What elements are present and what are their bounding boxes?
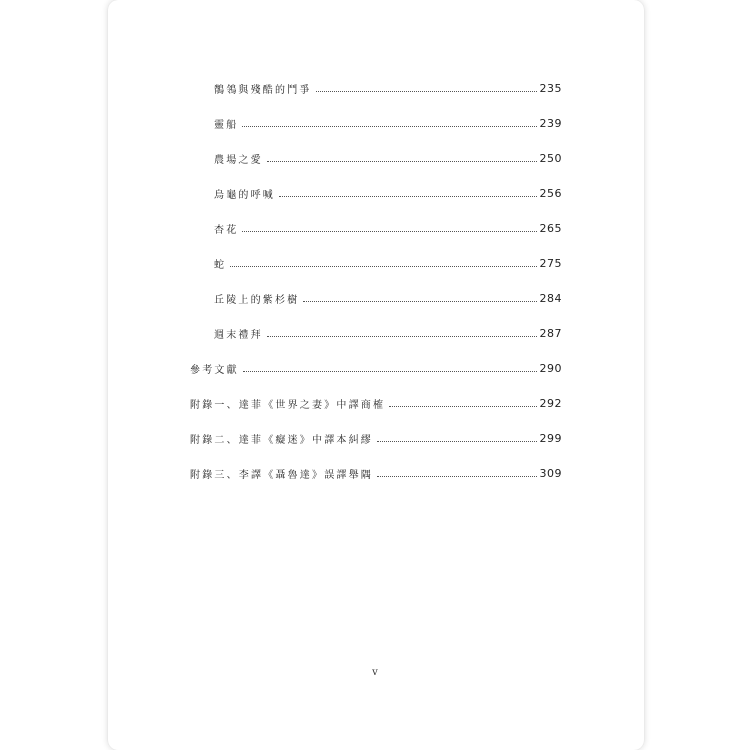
toc-entry-title: 農場之愛 [214, 154, 263, 166]
toc-entry-title: 杏花 [214, 224, 239, 236]
toc-entry-page: 299 [539, 431, 562, 445]
toc-entry-title: 附錄三、李譯《聶魯達》誤譯舉隅 [190, 469, 373, 481]
toc-entry-page: 239 [539, 116, 562, 130]
page-number: v [372, 667, 378, 678]
toc-entry [190, 393, 562, 413]
toc-entry [214, 288, 562, 308]
toc-entry [190, 428, 562, 448]
toc-entry [214, 78, 562, 98]
toc-entry-title: 丘陵上的紫杉樹 [214, 294, 300, 306]
toc-entry-title: 附錄二、達菲《癡迷》中譯本糾繆 [190, 434, 373, 446]
dot-leader [242, 126, 536, 127]
dot-leader [267, 161, 537, 162]
dot-leader [267, 336, 537, 337]
toc-entry [214, 113, 562, 133]
toc-entry-page: 250 [539, 151, 562, 165]
dot-leader [377, 476, 537, 477]
toc-entry-page: 309 [539, 466, 562, 480]
toc-entry-page: 265 [539, 221, 562, 235]
dot-leader [303, 301, 536, 302]
toc-entry-title: 靈船 [214, 119, 239, 131]
toc-entry [214, 148, 562, 168]
toc-entry [214, 253, 562, 273]
dot-leader [377, 441, 537, 442]
toc-entry-page: 284 [539, 291, 562, 305]
dot-leader [389, 406, 536, 407]
toc-entry-page: 292 [539, 396, 562, 410]
toc-entry-title: 參考文獻 [190, 364, 239, 376]
toc-entry-title: 附錄一、達菲《世界之妻》中譯商榷 [190, 399, 386, 411]
dot-leader [243, 371, 537, 372]
toc-entry-title: 蛇 [214, 259, 227, 271]
toc-entry-page: 290 [539, 361, 562, 375]
toc-entry [190, 358, 562, 378]
toc-entry-page: 235 [539, 81, 562, 95]
toc-entry-page: 256 [539, 186, 562, 200]
toc-entry-page: 287 [539, 326, 562, 340]
dot-leader [316, 91, 537, 92]
toc-entry-title: 烏龜的呼喊 [214, 189, 275, 201]
toc-entry [214, 323, 562, 343]
toc-entry-title: 週末禮拜 [214, 329, 263, 341]
dot-leader [230, 266, 536, 267]
dot-leader [279, 196, 537, 197]
toc-entry [190, 463, 562, 483]
toc-entry [214, 183, 562, 203]
toc-entry-title: 鶺鴒與殘酷的鬥爭 [214, 84, 312, 96]
toc-entry [214, 218, 562, 238]
toc-entry-page: 275 [539, 256, 562, 270]
dot-leader [242, 231, 536, 232]
